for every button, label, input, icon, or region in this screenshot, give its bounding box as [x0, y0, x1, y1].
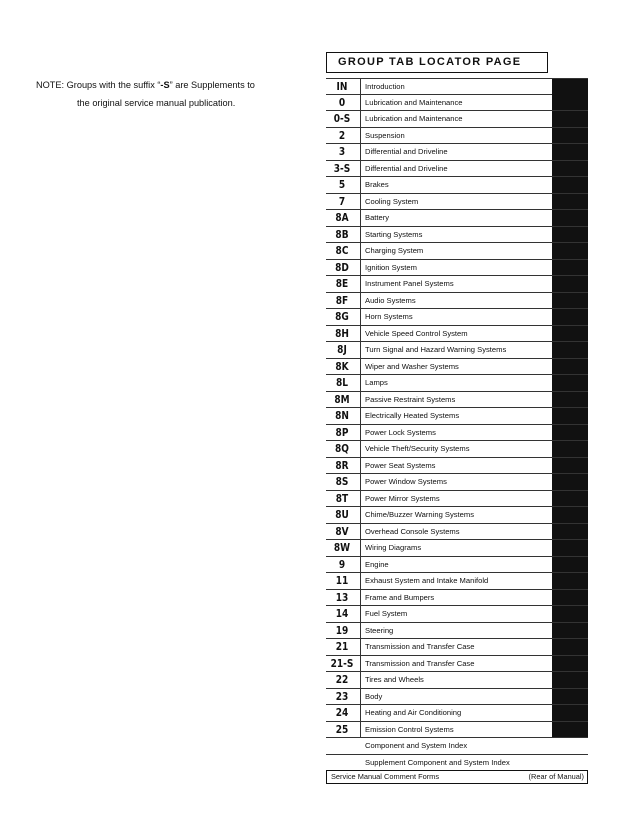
tab-number: 8F — [335, 293, 349, 307]
tab-label: Passive Restraint Systems — [365, 394, 456, 404]
tab-row[interactable] — [326, 359, 588, 376]
tab-divider — [360, 144, 361, 160]
tab-row[interactable] — [326, 738, 588, 755]
tab-row[interactable] — [326, 342, 588, 359]
tab-number: 5 — [338, 178, 346, 191]
tab-number: 8B — [335, 227, 349, 241]
tab-number: 0 — [338, 95, 346, 109]
tab-row[interactable] — [326, 95, 588, 112]
tab-marker — [552, 194, 588, 210]
tab-marker — [552, 227, 588, 243]
tab-divider — [360, 392, 361, 408]
tab-row[interactable] — [326, 590, 588, 607]
tab-row[interactable] — [326, 161, 588, 178]
tab-marker — [552, 524, 588, 540]
tab-label: Transmission and Transfer Case — [365, 658, 475, 668]
tab-divider — [360, 590, 361, 606]
tab-marker — [552, 672, 588, 688]
tab-label: Lamps — [365, 378, 388, 387]
tab-marker — [552, 689, 588, 705]
tab-number: 8M — [334, 392, 350, 406]
tab-row[interactable] — [326, 474, 588, 491]
tab-divider — [360, 656, 361, 672]
tab-divider — [360, 524, 361, 540]
tab-number: 21 — [335, 640, 349, 653]
note-line-2: the original service manual publication. — [77, 98, 236, 108]
tab-label: Frame and Bumpers — [365, 592, 435, 602]
tab-marker — [552, 606, 588, 622]
tab-number: 8N — [335, 409, 349, 422]
tab-divider — [360, 672, 361, 688]
tab-label: Electrically Heated Systems — [365, 411, 460, 420]
tab-label: Engine — [365, 559, 389, 569]
tab-number: 8A — [335, 211, 349, 224]
tab-number: 8D — [335, 260, 349, 274]
tab-label: Wiring Diagrams — [365, 543, 422, 552]
tab-label: Horn Systems — [365, 312, 413, 321]
note-line-1 — [36, 76, 306, 94]
tab-marker — [552, 260, 588, 276]
tab-row[interactable] — [326, 755, 588, 772]
tab-label: Charging System — [365, 246, 424, 255]
tab-label: Exhaust System and Intake Manifold — [365, 576, 489, 585]
tab-label: Lubrication and Maintenance — [365, 114, 463, 123]
tab-label: Turn Signal and Hazard Warning Systems — [365, 345, 507, 354]
tab-row[interactable] — [326, 722, 588, 739]
tab-divider — [360, 408, 361, 424]
tab-row[interactable] — [326, 243, 588, 260]
tab-number: 0-S — [333, 112, 351, 125]
tab-label: Fuel System — [365, 609, 408, 618]
tab-marker — [552, 128, 588, 144]
tab-divider — [360, 623, 361, 639]
tab-marker — [552, 557, 588, 573]
tab-divider — [360, 342, 361, 358]
tab-number: 11 — [335, 574, 349, 587]
comment-forms-label: Service Manual Comment Forms — [331, 772, 440, 781]
tab-divider — [360, 326, 361, 342]
supplement-note — [36, 76, 306, 112]
tab-divider — [360, 573, 361, 589]
tab-row[interactable] — [326, 540, 588, 557]
tab-number: 19 — [335, 623, 349, 637]
tab-divider — [360, 359, 361, 375]
tab-number — [329, 738, 355, 754]
tab-label: Power Seat Systems — [365, 460, 436, 470]
tab-number: 8U — [335, 508, 349, 521]
tab-marker — [552, 639, 588, 655]
tab-row[interactable] — [326, 606, 588, 623]
tab-number: 2 — [338, 128, 346, 142]
tab-divider — [360, 689, 361, 705]
tab-row[interactable] — [326, 507, 588, 524]
tab-row[interactable] — [326, 260, 588, 277]
tab-label: Introduction — [365, 82, 405, 91]
tab-label: Suspension — [365, 130, 405, 140]
tab-marker — [552, 95, 588, 111]
tab-row[interactable] — [326, 491, 588, 508]
page-title: GROUP TAB LOCATOR PAGE — [326, 52, 548, 73]
tab-divider — [360, 293, 361, 309]
tab-number: 9 — [338, 557, 346, 571]
group-tab-list — [326, 78, 588, 771]
tab-row[interactable] — [326, 458, 588, 475]
tab-marker — [552, 623, 588, 639]
tab-number: 8R — [335, 458, 349, 472]
tab-row[interactable] — [326, 524, 588, 541]
tab-label: Vehicle Speed Control System — [365, 328, 468, 338]
tab-row[interactable] — [326, 557, 588, 574]
tab-marker — [552, 656, 588, 672]
tab-label: Heating and Air Conditioning — [365, 708, 462, 717]
tab-row[interactable] — [326, 689, 588, 706]
tab-label: Ignition System — [365, 262, 417, 272]
tab-label: Emission Control Systems — [365, 724, 454, 734]
tab-number: 3 — [338, 145, 346, 158]
tab-row[interactable] — [326, 144, 588, 161]
tab-label: Brakes — [365, 180, 389, 189]
tab-marker — [552, 458, 588, 474]
tab-label: Tires and Wheels — [365, 675, 424, 684]
tab-number: 8W — [333, 541, 351, 554]
tab-number: 8H — [335, 326, 349, 340]
tab-divider — [360, 243, 361, 259]
tab-divider — [360, 95, 361, 111]
tab-divider — [360, 722, 361, 738]
tab-label: Cooling System — [365, 196, 419, 206]
tab-row[interactable] — [326, 441, 588, 458]
tab-marker — [552, 210, 588, 226]
tab-label: Power Mirror Systems — [365, 493, 440, 503]
tab-marker — [552, 111, 588, 127]
tab-number: 23 — [335, 689, 349, 703]
tab-row[interactable] — [326, 672, 588, 689]
tab-row[interactable] — [326, 573, 588, 590]
tab-divider — [360, 128, 361, 144]
tab-number — [329, 755, 355, 771]
tab-label: Wiper and Washer Systems — [365, 361, 459, 371]
tab-number: 8Q — [335, 442, 349, 455]
tab-marker — [552, 705, 588, 721]
tab-label: Overhead Console Systems — [365, 526, 460, 536]
tab-label: Starting Systems — [365, 229, 423, 239]
tab-label: Vehicle Theft/Security Systems — [365, 444, 470, 453]
tab-marker — [552, 474, 588, 490]
tab-marker — [552, 491, 588, 507]
tab-number: 8L — [335, 376, 349, 389]
tab-label: Instrument Panel Systems — [365, 279, 454, 288]
tab-marker — [552, 309, 588, 325]
tab-row[interactable] — [326, 111, 588, 128]
tab-divider — [360, 507, 361, 523]
tab-row[interactable] — [326, 656, 588, 673]
tab-row[interactable] — [326, 210, 588, 227]
tab-marker — [552, 590, 588, 606]
tab-marker — [552, 507, 588, 523]
tab-number: 14 — [335, 607, 349, 620]
tab-marker — [552, 359, 588, 375]
tab-label: Differential and Driveline — [365, 163, 448, 173]
tab-divider — [360, 425, 361, 441]
tab-number: 8S — [335, 475, 349, 488]
tab-number: 8P — [335, 425, 349, 439]
tab-marker — [552, 375, 588, 391]
tab-row[interactable] — [326, 326, 588, 343]
tab-row[interactable] — [326, 78, 588, 95]
tab-number: 8E — [335, 277, 349, 290]
tab-number: 22 — [335, 673, 349, 686]
tab-marker — [552, 144, 588, 160]
tab-row[interactable] — [326, 408, 588, 425]
tab-label: Chime/Buzzer Warning Systems — [365, 510, 475, 519]
tab-divider — [360, 474, 361, 490]
tab-label: Battery — [365, 213, 390, 222]
tab-number: 8C — [335, 244, 349, 257]
note-middle: ” are Supplements to — [169, 80, 255, 90]
tab-marker — [552, 243, 588, 259]
tab-number: 8V — [335, 524, 349, 538]
tab-marker — [552, 408, 588, 424]
tab-marker — [552, 722, 588, 738]
tab-label: Power Window Systems — [365, 477, 447, 486]
tab-divider — [360, 79, 361, 95]
tab-row[interactable] — [326, 623, 588, 640]
tab-divider — [360, 441, 361, 457]
tab-label: Steering — [365, 625, 394, 635]
tab-divider — [360, 227, 361, 243]
tab-divider — [360, 540, 361, 556]
tab-label: Power Lock Systems — [365, 427, 436, 437]
tab-marker — [552, 573, 588, 589]
tab-row[interactable] — [326, 705, 588, 722]
tab-number: IN — [336, 80, 348, 93]
tab-marker — [552, 326, 588, 342]
tab-divider — [360, 458, 361, 474]
tab-marker — [552, 177, 588, 193]
tab-row[interactable] — [326, 194, 588, 211]
tab-divider — [360, 557, 361, 573]
tab-marker — [552, 392, 588, 408]
tab-divider — [360, 606, 361, 622]
tab-number: 8T — [335, 491, 349, 505]
tab-divider — [360, 111, 361, 127]
tab-label: Audio Systems — [365, 295, 416, 305]
tab-marker — [552, 161, 588, 177]
tab-row[interactable] — [326, 639, 588, 656]
tab-marker — [552, 276, 588, 292]
tab-marker — [552, 342, 588, 358]
tab-divider — [360, 177, 361, 193]
tab-number: 8G — [335, 310, 349, 323]
tab-number: 8J — [337, 343, 347, 356]
tab-row[interactable] — [326, 293, 588, 310]
tab-divider — [360, 260, 361, 276]
tab-number: 25 — [335, 722, 349, 736]
tab-label: Component and System Index — [365, 741, 468, 750]
tab-label: Differential and Driveline — [365, 147, 448, 156]
tab-label: Transmission and Transfer Case — [365, 642, 475, 651]
tab-row[interactable] — [326, 375, 588, 392]
tab-row[interactable] — [326, 392, 588, 409]
tab-row[interactable] — [326, 425, 588, 442]
tab-number: 21-S — [330, 656, 354, 670]
note-prefix: NOTE: Groups with the suffix “ — [36, 80, 161, 90]
tab-row[interactable] — [326, 128, 588, 145]
tab-row[interactable] — [326, 227, 588, 244]
tab-divider — [360, 639, 361, 655]
tab-number: 8K — [335, 359, 349, 373]
tab-divider — [360, 194, 361, 210]
tab-divider — [360, 309, 361, 325]
tab-number: 24 — [335, 706, 349, 719]
tab-row[interactable] — [326, 276, 588, 293]
tab-row[interactable] — [326, 309, 588, 326]
comment-forms-location: (Rear of Manual) — [528, 772, 584, 781]
tab-divider — [360, 705, 361, 721]
tab-marker — [552, 441, 588, 457]
tab-marker — [552, 293, 588, 309]
tab-divider — [360, 375, 361, 391]
tab-divider — [360, 491, 361, 507]
tab-divider — [360, 276, 361, 292]
tab-label: Lubrication and Maintenance — [365, 97, 463, 107]
tab-number: 13 — [335, 590, 349, 604]
comment-forms-row[interactable] — [326, 770, 588, 784]
tab-divider — [360, 161, 361, 177]
tab-marker — [552, 79, 588, 95]
tab-divider — [360, 210, 361, 226]
tab-number: 7 — [338, 194, 346, 208]
tab-marker — [552, 540, 588, 556]
tab-marker — [552, 425, 588, 441]
tab-label: Supplement Component and System Index — [365, 757, 510, 767]
tab-label: Body — [365, 691, 383, 701]
note-suffix: -S — [160, 80, 170, 90]
tab-number: 3-S — [333, 161, 351, 175]
tab-row[interactable] — [326, 177, 588, 194]
